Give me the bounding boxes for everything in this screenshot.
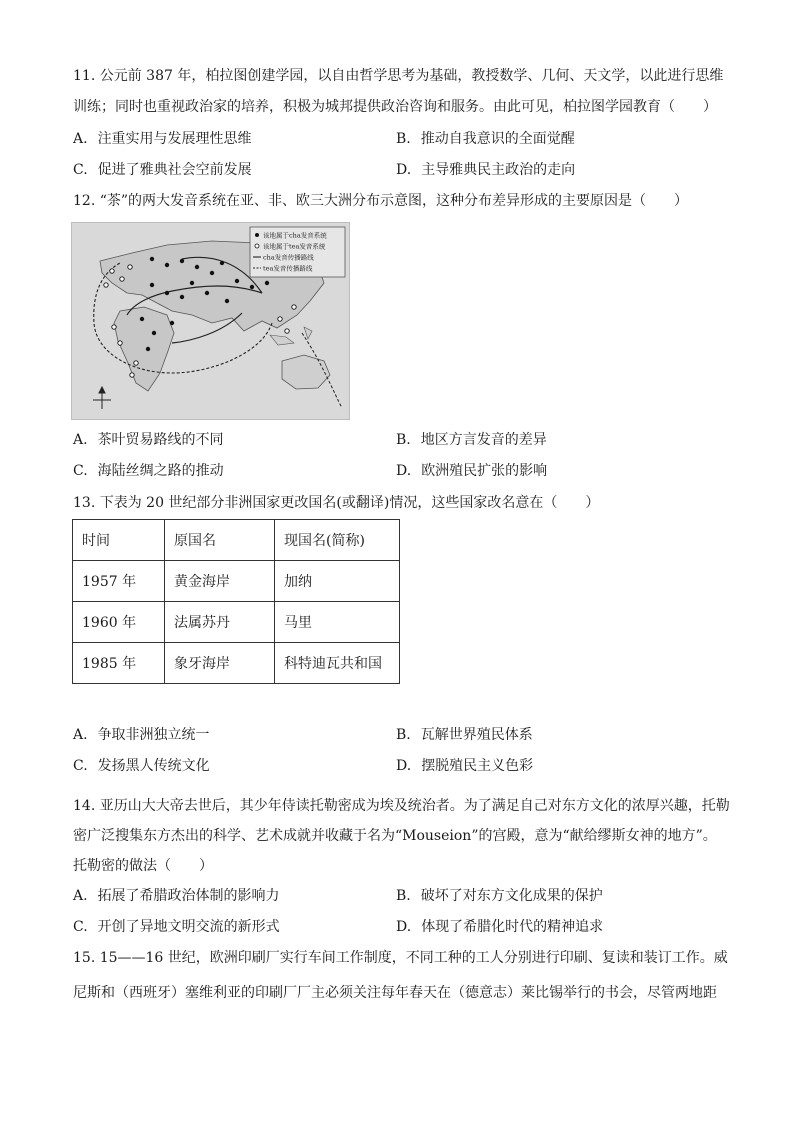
q12-option-c[interactable]: C. 海陆丝绸之路的推动 xyxy=(73,463,224,479)
legend-tea-route-label: tea发音传播路线 xyxy=(263,264,313,273)
table-header-cell: 时间 xyxy=(73,520,165,561)
table-header-cell: 现国名(简称) xyxy=(275,520,400,561)
q12-stem-line1: 12. “茶”的两大发音系统在亚、非、欧三大洲分布示意图，这种分布差异形成的主要原因是（ ） xyxy=(73,193,689,209)
q14-option-c[interactable]: C. 开创了异地文明交流的新形式 xyxy=(73,919,280,935)
table-row xyxy=(73,643,400,684)
table-cell: 马里 xyxy=(275,602,400,643)
table-header-row xyxy=(73,520,400,561)
legend-cha-route-label: cha发音传播路线 xyxy=(263,253,314,262)
q12-option-d[interactable]: D. 欧洲殖民扩张的影响 xyxy=(396,463,548,479)
australia-landmass xyxy=(282,355,330,389)
tea-pronunciation-map xyxy=(71,222,350,420)
q11-option-b[interactable]: B. 推动自我意识的全面觉醒 xyxy=(396,131,575,147)
table-cell: 黄金海岸 xyxy=(165,561,275,602)
q11-option-a[interactable]: A. 注重实用与发展理性思维 xyxy=(73,131,252,147)
table-row xyxy=(73,561,400,602)
q11-option-d[interactable]: D. 主导雅典民主政治的走向 xyxy=(396,162,576,178)
legend-tea-dot-icon xyxy=(255,244,259,248)
islands xyxy=(270,327,312,345)
table-cell: 1957 年 xyxy=(73,561,165,602)
table-header-cell: 原国名 xyxy=(165,520,275,561)
table-row xyxy=(73,602,400,643)
legend-cha-label: 该地属于cha发音系统 xyxy=(263,231,327,240)
map-figure xyxy=(72,223,349,419)
table-cell: 象牙海岸 xyxy=(165,643,275,684)
q12-option-a[interactable]: A. 茶叶贸易路线的不同 xyxy=(73,432,224,448)
q14-stem-line3: 托勒密的做法（ ） xyxy=(73,858,213,874)
country-rename-table xyxy=(72,519,400,684)
q12-option-b[interactable]: B. 地区方言发音的差异 xyxy=(396,432,547,448)
table-cell: 科特迪瓦共和国 xyxy=(275,643,400,684)
q11-option-c[interactable]: C. 促进了雅典社会空前发展 xyxy=(73,162,252,178)
q14-option-d[interactable]: D. 体现了希腊化时代的精神追求 xyxy=(396,919,604,935)
table-cell: 加纳 xyxy=(275,561,400,602)
q14-stem-line1: 14. 亚历山大大帝去世后，其少年侍读托勒密成为埃及统治者。为了满足自己对东方文化的浓厚兴趣，托勒 xyxy=(73,798,730,814)
q14-option-a[interactable]: A. 拓展了希腊政治体制的影响力 xyxy=(73,888,280,904)
q13-option-a[interactable]: A. 争取非洲独立统一 xyxy=(73,727,210,743)
q13-option-b[interactable]: B. 瓦解世界殖民体系 xyxy=(396,727,533,743)
legend-cha-dot-icon xyxy=(255,233,259,237)
q13-option-d[interactable]: D. 摆脱殖民主义色彩 xyxy=(396,758,534,774)
q11-stem-line1: 11. 公元前 387 年，柏拉图创建学园，以自由哲学思考为基础，教授数学、几何、天文学，以此进行思维 xyxy=(73,68,724,84)
q15-stem-line1: 15. 15——16 世纪，欧洲印刷厂实行车间工作制度，不同工种的工人分别进行印刷、复读和装订工作。威 xyxy=(73,950,728,966)
q13-stem-line1: 13. 下表为 20 世纪部分非洲国家更改国名(或翻译)情况，这些国家改名意在（ ） xyxy=(73,495,600,511)
table-cell: 1985 年 xyxy=(73,643,165,684)
table-cell: 1960 年 xyxy=(73,602,165,643)
compass-icon xyxy=(93,387,111,409)
legend-tea-label: 该地属于tea发音系统 xyxy=(263,242,326,251)
q11-stem-line2: 训练；同时也重视政治家的培养，积极为城邦提供政治咨询和服务。由此可见，柏拉图学园教育（ ） xyxy=(73,99,717,115)
q14-stem-line2: 密广泛搜集东方杰出的科学、艺术成就并收藏于名为“Mouseion”的宫殿，意为“献给缪斯女神的地方”。 xyxy=(73,828,717,844)
q14-option-b[interactable]: B. 破坏了对东方文化成果的保护 xyxy=(396,888,603,904)
table-cell: 法属苏丹 xyxy=(165,602,275,643)
q13-option-c[interactable]: C. 发扬黑人传统文化 xyxy=(73,758,210,774)
q15-stem-line2: 尼斯和（西班牙）塞维利亚的印刷厂厂主必须关注每年春天在（德意志）莱比锡举行的书会，尽管两地距 xyxy=(73,985,717,1001)
